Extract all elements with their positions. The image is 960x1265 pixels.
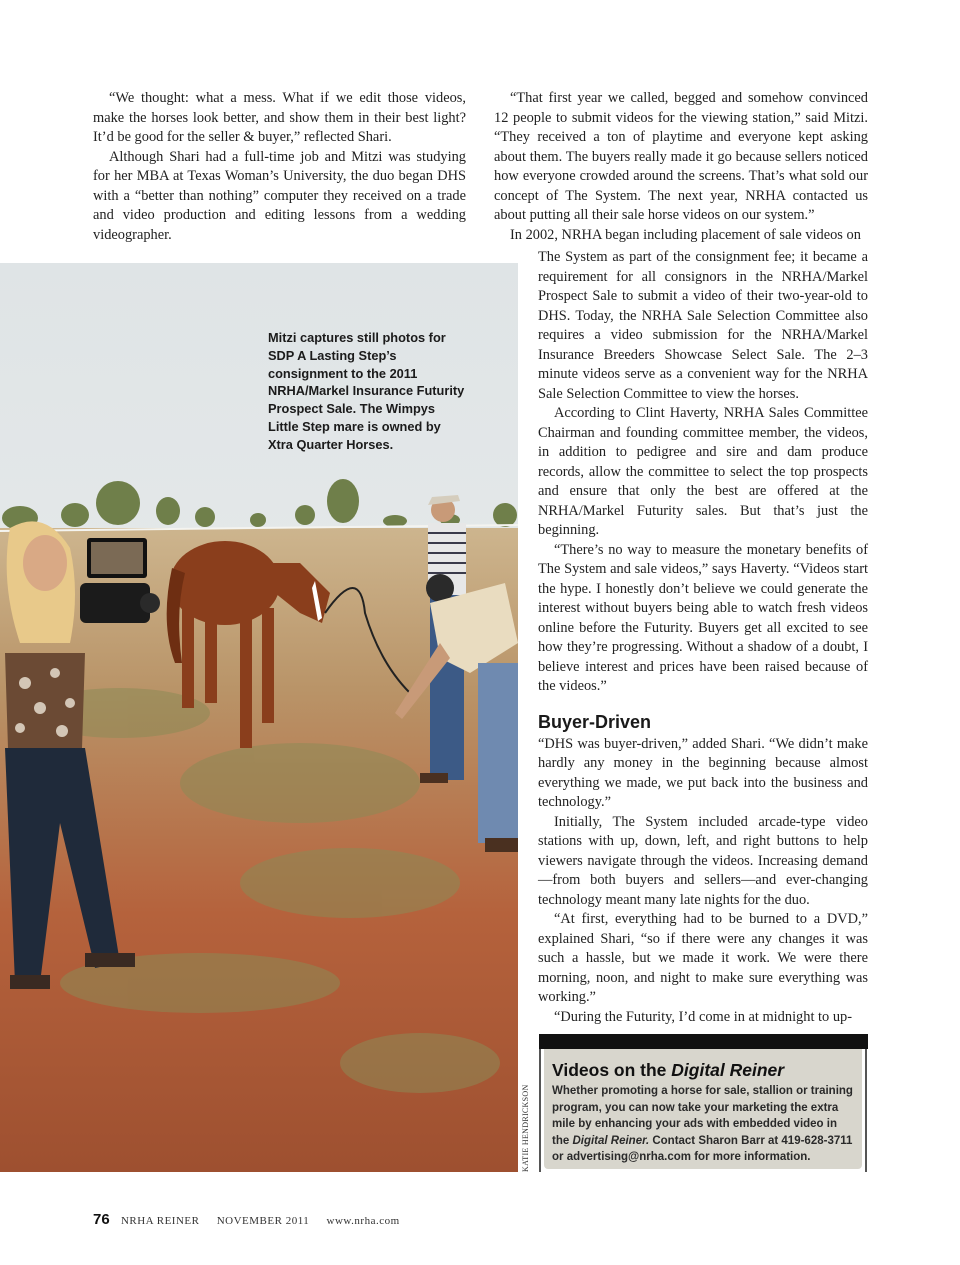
paragraph: In 2002, NRHA began including placement of sale videos on xyxy=(510,226,861,243)
paragraph: “DHS was buyer-driven,” added Shari. “We didn’t make hardly any money in the beginning because almost everything we made, we put back into the business and technology.” xyxy=(538,735,868,810)
section-heading: Buyer-Driven xyxy=(538,711,652,732)
promo-border xyxy=(539,1049,541,1172)
promo-body xyxy=(552,1083,854,1166)
paragraph: Initially, The System included arcade-type video stations with up, down, left, and right buttons to help viewers navigate through the videos. Increasing demand—from both buyers and sellers—and ever-changing technology meant many late nights for the duo. xyxy=(538,813,868,908)
promo-content xyxy=(544,1049,862,1169)
paragraph: “That first year we called, begged and somehow convinced 12 people to submit videos for the viewing station,” said Mitzi. “They received a ton of playtime and everyone kept asking about them. The buyers really made it go because sellers noticed how everyone crowded around the screens. That’s what sold our concept of The System. The next year, NRHA contacted us about putting all their sale horse videos on our system.” xyxy=(494,90,868,223)
promo-header-bar xyxy=(539,1034,868,1049)
promo-box xyxy=(539,1034,868,1172)
right-column-main-text xyxy=(538,248,868,1027)
page-footer xyxy=(93,1211,400,1231)
promo-body-text: Whether promoting a horse for sale, stallion or training program, you can now take your marketing the extra mile by enhancing your ads with embedded video in the xyxy=(552,1085,853,1147)
issue-date: NOVEMBER 2011 xyxy=(216,1215,310,1227)
page-number: 76 xyxy=(93,1211,110,1228)
paragraph: Although Shari had a full-time job and Mitzi was studying for her MBA at Texas Woman’s University, the duo began DHS with a “better than nothing” computer they received on a trade and video production and editing lessons from a wedding videographer. xyxy=(93,148,466,243)
paragraph: “There’s no way to measure the monetary benefits of The System and sale videos,” says Haverty. “Videos start the hype. I honestly don’t believe we could generate the interest without buyers being able to watch fresh videos online before the Futurity. Buyers get all excited to see how they’re progressing. Without a shadow of a doubt, I believe interest and prices have been raised because of the videos.” xyxy=(538,541,868,694)
website-link[interactable]: www.nrha.com xyxy=(326,1215,400,1227)
promo-body-italic: Digital Reiner. xyxy=(572,1134,650,1147)
promo-border xyxy=(865,1049,867,1172)
paragraph: The System as part of the consignment fee; it became a requirement for all consignors in the NRHA/Markel Prospect Sale to submit a video of their two-year-old to DHS. Today, the NRHA Sale Selection Committee also requires a video submission for the NRHA/Markel Insurance Breeders Showcase Select Sale. The 2–3 minute videos serve as a convenient way for the NRHA Sale Selection Committee to view the horses. xyxy=(538,249,868,402)
promo-title-text: Videos on the xyxy=(552,1060,672,1080)
promo-contact-text: Contact Sharon Barr at 419-628-3711 or advertising@nrha.com for more information. xyxy=(552,1134,853,1163)
photo-caption: Mitzi captures still photos for SDP A Lasting Step’s consignment to the 2011 NRHA/Markel Insurance Futurity Prospect Sale. The Wimpys Little Step mare is owned by Xtra Quarter Horses. xyxy=(268,330,465,452)
paragraph: “We thought: what a mess. What if we edit those videos, make the horses look better, and show them in their best light? It’d be good for the seller & buyer,” reflected Shari. xyxy=(93,90,466,145)
left-column-text xyxy=(93,89,466,245)
paragraph: “At first, everything had to be burned to a DVD,” explained Shari, “so if there were any changes it was such a hassle, but we made it work. We were there morning, noon, and night to make sure everything was working.” xyxy=(538,911,868,1005)
promo-title-italic: Digital Reiner xyxy=(671,1060,785,1080)
promo-title xyxy=(552,1059,854,1081)
paragraph: “During the Futurity, I’d come in at midnight to up- xyxy=(554,1008,853,1025)
paragraph: According to Clint Haverty, NRHA Sales Committee Chairman and founding committee member, the videos, in addition to pedigree and sire and dam produce records, allow the committee to select the top prospects and ensure that only the best are offered at the NRHA/Markel Futurity sales. But that’s just the beginning. xyxy=(538,405,868,538)
photo-credit: KATIE HENDRICKSON xyxy=(521,1084,530,1172)
right-column-top-text xyxy=(494,89,868,245)
publication-name: NRHA REINER xyxy=(120,1215,200,1227)
